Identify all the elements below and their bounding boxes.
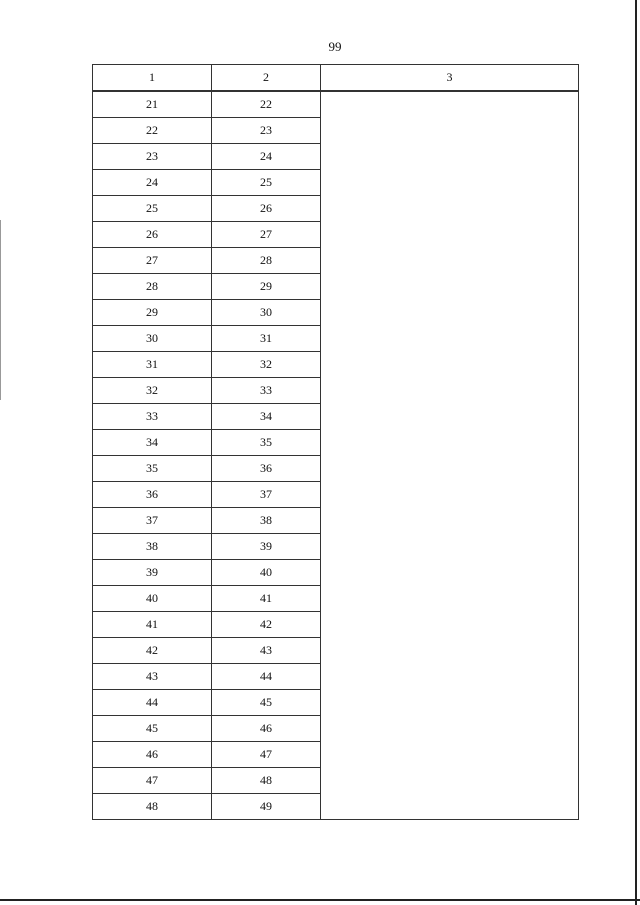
cell-col-2: 33 <box>212 378 321 404</box>
cell-col-2: 34 <box>212 404 321 430</box>
cell-col-1: 44 <box>93 690 212 716</box>
cell-col-1: 41 <box>93 612 212 638</box>
cell-col-2: 26 <box>212 196 321 222</box>
cell-col-2: 40 <box>212 560 321 586</box>
cell-col-2: 42 <box>212 612 321 638</box>
page-number: 99 <box>328 39 342 54</box>
cell-col-1: 32 <box>93 378 212 404</box>
cell-col-1: 37 <box>93 508 212 534</box>
cell-col-2: 37 <box>212 482 321 508</box>
cell-col-1: 36 <box>93 482 212 508</box>
data-table <box>92 64 579 820</box>
cell-col-1: 28 <box>93 274 212 300</box>
cell-col-2: 31 <box>212 326 321 352</box>
cell-col-1: 24 <box>93 170 212 196</box>
cell-col-2: 25 <box>212 170 321 196</box>
cell-col-1: 30 <box>93 326 212 352</box>
cell-col-1: 22 <box>93 118 212 144</box>
cell-col-2: 45 <box>212 690 321 716</box>
cell-col-1: 25 <box>93 196 212 222</box>
cell-col-1: 21 <box>93 91 212 118</box>
column-header-1: 1 <box>93 65 212 92</box>
cell-col-2: 22 <box>212 91 321 118</box>
cell-col-1: 40 <box>93 586 212 612</box>
cell-col-1: 33 <box>93 404 212 430</box>
cell-col-2: 47 <box>212 742 321 768</box>
cell-col-1: 23 <box>93 144 212 170</box>
scan-edge-right <box>635 0 637 905</box>
cell-col-2: 49 <box>212 794 321 820</box>
header-row <box>93 65 579 92</box>
cell-col-2: 41 <box>212 586 321 612</box>
cell-col-2: 27 <box>212 222 321 248</box>
cell-col-2: 24 <box>212 144 321 170</box>
scan-mark-left <box>0 220 1 400</box>
cell-col-2: 48 <box>212 768 321 794</box>
cell-col-1: 35 <box>93 456 212 482</box>
cell-col-2: 44 <box>212 664 321 690</box>
table-body <box>93 91 579 820</box>
cell-col-2: 39 <box>212 534 321 560</box>
cell-col-2: 46 <box>212 716 321 742</box>
cell-col-1: 43 <box>93 664 212 690</box>
cell-col-1: 39 <box>93 560 212 586</box>
cell-col-2: 32 <box>212 352 321 378</box>
cell-col-1: 38 <box>93 534 212 560</box>
cell-col-2: 38 <box>212 508 321 534</box>
column-header-2: 2 <box>212 65 321 92</box>
cell-col-1: 45 <box>93 716 212 742</box>
cell-col-2: 28 <box>212 248 321 274</box>
cell-col-2: 23 <box>212 118 321 144</box>
cell-col-1: 46 <box>93 742 212 768</box>
cell-col-1: 34 <box>93 430 212 456</box>
scan-edge-bottom <box>0 899 640 901</box>
table-header <box>93 65 579 92</box>
cell-col-1: 31 <box>93 352 212 378</box>
cell-col-1: 29 <box>93 300 212 326</box>
cell-col-1: 47 <box>93 768 212 794</box>
cell-col-2: 30 <box>212 300 321 326</box>
column-header-3: 3 <box>321 65 579 92</box>
cell-col-1: 26 <box>93 222 212 248</box>
cell-col-2: 29 <box>212 274 321 300</box>
cell-col-1: 27 <box>93 248 212 274</box>
cell-col-2: 35 <box>212 430 321 456</box>
cell-col-1: 48 <box>93 794 212 820</box>
cell-col-1: 42 <box>93 638 212 664</box>
cell-col-3-empty <box>321 91 579 820</box>
cell-col-2: 36 <box>212 456 321 482</box>
table-row <box>93 91 579 118</box>
cell-col-2: 43 <box>212 638 321 664</box>
